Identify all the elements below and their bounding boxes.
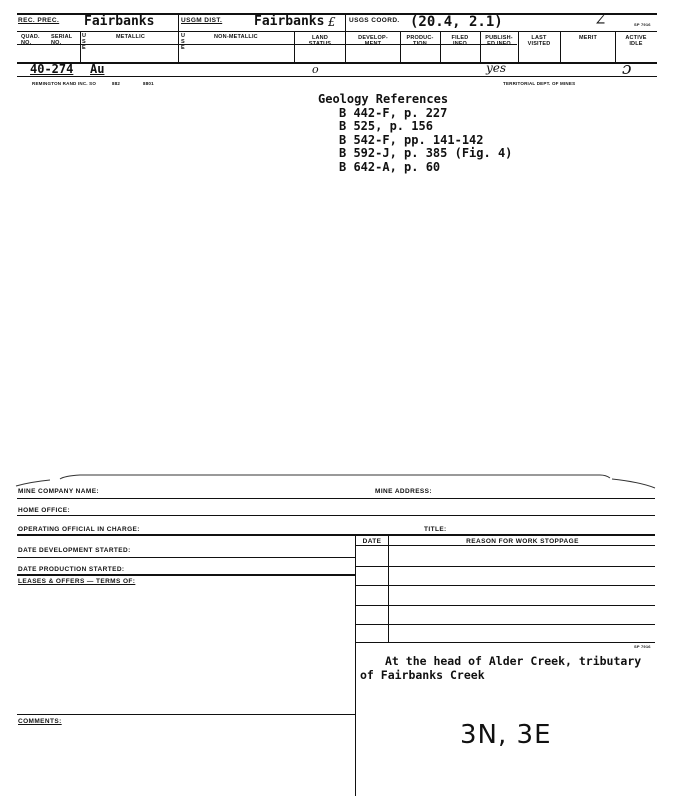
reason-column-label: REASON FOR WORK STOPPAGE: [466, 538, 579, 545]
col-land-status: LAND STATUS: [308, 35, 332, 47]
col-last-visited: LAST VISITED: [527, 35, 551, 47]
rec-prec-value: Fairbanks: [84, 14, 155, 29]
mine-address-label: MINE ADDRESS:: [375, 488, 432, 495]
location-description: [360, 654, 641, 682]
col-nonmetallic: NON-METALLIC: [214, 34, 258, 40]
col-merit: MERIT: [578, 35, 598, 41]
col-quad-no: QUAD. NO.: [21, 34, 40, 46]
land-status-value: o: [312, 63, 319, 76]
home-office-label: HOME OFFICE:: [18, 507, 71, 514]
reference-item: B 442-F, p. 227: [339, 105, 448, 120]
col-serial-no: SERIAL NO.: [51, 34, 73, 46]
geology-references: [318, 93, 512, 174]
location-line-1: At the head of Alder Creek, tributary: [385, 654, 642, 668]
usgm-dist-label: USGM DIST.: [181, 17, 223, 24]
usgm-dist-value: Fairbanks: [254, 14, 325, 29]
published-info-value: yes: [486, 61, 507, 75]
commodity-value: Au: [90, 62, 105, 76]
card-fold-line: [0, 470, 678, 500]
col-use-metallic: U S E: [82, 33, 87, 51]
reference-item: B 592-J, p. 385 (Fig. 4): [339, 146, 513, 160]
corner-hand-mark: ∠: [594, 11, 607, 29]
mine-company-name-label: MINE COMPANY NAME:: [18, 488, 99, 495]
usgs-coord-value: (20.4, 2.1): [410, 14, 503, 30]
operating-official-label: OPERATING OFFICIAL IN CHARGE:: [18, 526, 140, 533]
printer-code-2: 8801: [143, 81, 154, 86]
form-number-top: SP 7916: [634, 22, 651, 27]
title-label: TITLE:: [424, 526, 447, 533]
references-title: Geology References: [318, 92, 449, 106]
location-line-2: of Fairbanks Creek: [360, 668, 485, 682]
reference-item: B 525, p. 156: [339, 119, 433, 133]
usgs-coord-label: USGS COORD.: [349, 17, 400, 24]
col-published-info: PUBLISH-ED INFO: [485, 35, 513, 47]
col-production: PRODUC-TION: [406, 35, 434, 47]
col-filed-info: FILED INFO: [451, 35, 469, 47]
production-started-label: DATE PRODUCTION STARTED:: [18, 566, 125, 573]
usgm-dist-mark: £: [328, 15, 336, 29]
active-idle-mark: ɔ: [622, 59, 632, 79]
col-active-idle: ACTIVE IDLE: [625, 35, 647, 47]
comments-label: COMMENTS:: [18, 718, 62, 725]
col-metallic: METALLIC: [116, 34, 145, 40]
col-use-nonmetallic: U S E: [181, 33, 186, 51]
township-range-note: 3N, 3E: [460, 720, 552, 750]
printer-code-1: 882: [112, 81, 121, 86]
development-started-label: DATE DEVELOPMENT STARTED:: [18, 547, 131, 554]
department-name: TERRITORIAL DEPT. OF MINES: [503, 81, 576, 86]
col-development: DEVELOP-MENT: [358, 35, 388, 47]
printer-imprint: REMINGTON RAND INC. SO: [32, 81, 97, 86]
leases-offers-label: LEASES & OFFERS — TERMS OF:: [18, 578, 136, 585]
date-column-label: DATE: [362, 538, 382, 545]
rec-prec-label: REC. PREC.: [18, 17, 60, 24]
form-number-bottom: SP 7916: [634, 644, 651, 649]
reference-item: B 542-F, pp. 141-142: [339, 132, 484, 147]
reference-item: B 642-A, p. 60: [339, 159, 441, 174]
quad-serial-value: 40-274: [30, 62, 74, 76]
